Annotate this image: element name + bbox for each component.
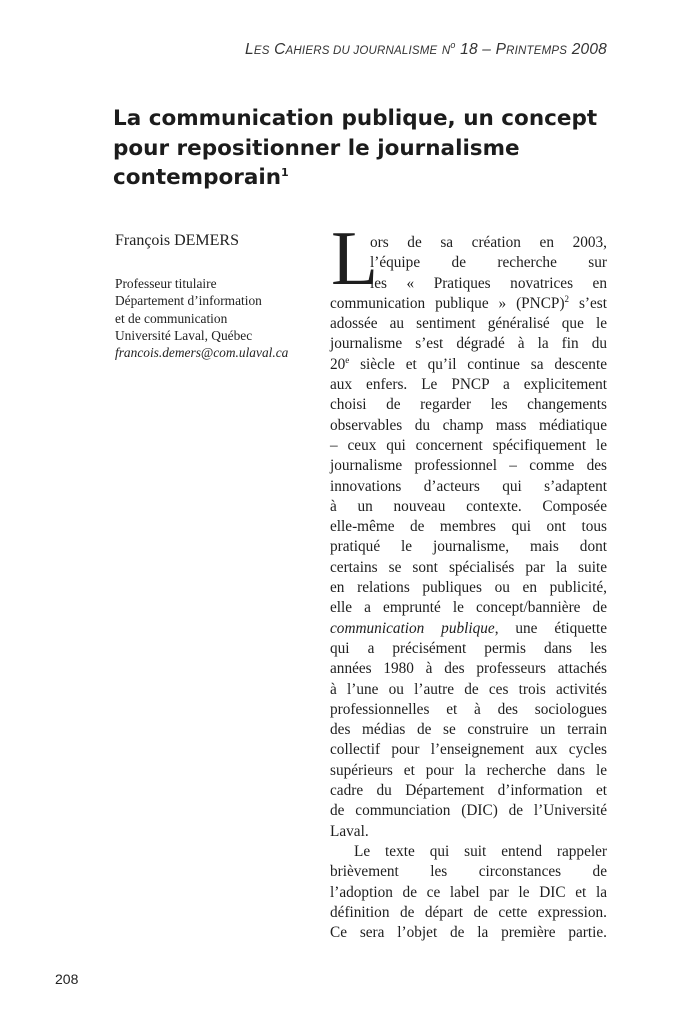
body-line: professionnelles et à des sociologues xyxy=(330,700,607,718)
article-title xyxy=(113,104,613,193)
body-line: communication publique » (PNCP)$^2$ s’est xyxy=(330,293,608,312)
body-line: à l’une ou l’autre de ces trois activités xyxy=(330,680,607,698)
journal-word-part: ES xyxy=(253,45,270,58)
body-line: pratiqué le journalisme, mais dont xyxy=(330,538,607,556)
body-line: adossée au sentiment généralisé que le xyxy=(330,315,607,333)
title-line: contemporain xyxy=(113,165,282,190)
running-head xyxy=(245,40,607,59)
body-line: à un nouveau contexte. Composée xyxy=(330,497,607,515)
body-line: 20e siècle et qu’il continue sa descente xyxy=(330,354,607,373)
body-line: choisi de regarder les changements xyxy=(330,396,607,414)
body-line: elle a emprunté le concept/bannière de xyxy=(330,599,607,617)
body-line: Laval. xyxy=(330,822,369,840)
body-line: supérieurs et pour la recherche dans le xyxy=(330,761,607,779)
body-line: journalisme professionnel – comme des xyxy=(330,457,607,475)
body-line: l’adoption de ce label par le DIC et la xyxy=(330,883,607,901)
season-initial: P xyxy=(495,41,507,59)
body-line: observables du champ mass médiatique xyxy=(330,416,607,434)
footnote-marker: 2 xyxy=(564,293,570,304)
body-line: ors de sa création en 2003, xyxy=(370,234,607,251)
title-line: pour repositionner le journalisme xyxy=(113,135,520,161)
body-line: journalisme s’est dégradé à la fin du xyxy=(330,335,607,353)
body-line: innovations d’acteurs qui s’adaptent xyxy=(330,477,607,495)
body-line: certains se sont spécialisés par la suite xyxy=(330,558,607,576)
author-name: François DEMERS xyxy=(115,232,239,249)
body-line: en relations publiques ou en publicité, xyxy=(330,579,607,597)
body-line: Ce sera l’objet de la première partie. xyxy=(330,924,607,942)
body-line: les « Pratiques novatrices en xyxy=(370,274,607,292)
body-line: l’équipe de recherche sur xyxy=(370,254,607,272)
body-line: années 1980 à des professeurs attachés xyxy=(330,660,607,678)
issue-number: 18 – xyxy=(460,41,492,59)
number-abbrev-sup: o xyxy=(450,40,456,50)
body-line: Le texte qui suit entend rappeler xyxy=(354,842,607,860)
season-word-part: RINTEMPS xyxy=(506,45,568,58)
author-email: francois.demers@com.ulaval.ca xyxy=(115,345,289,361)
body-line: – ceux qui concernent spécifiquement le xyxy=(330,436,607,454)
body-line: communication publique, une étiquette xyxy=(330,619,607,637)
affiliation-line: et de communication xyxy=(115,310,228,326)
issue-year: 2008 xyxy=(571,41,607,59)
body-text xyxy=(330,233,607,943)
body-line: collectif pour l’enseignement aux cycles xyxy=(330,741,607,759)
page-number: 208 xyxy=(55,971,79,987)
journal-initial: C xyxy=(274,41,286,59)
title-line: La communication publique, un concept xyxy=(113,106,598,131)
ordinal-sup: e xyxy=(345,354,350,365)
affiliation-line: Professeur titulaire xyxy=(115,276,217,291)
body-line: qui a précisément permis dans les xyxy=(330,639,607,657)
journal-initial: L xyxy=(245,41,254,59)
italic-term: communication publique xyxy=(330,619,495,637)
affiliation-line: Département d’information xyxy=(115,293,262,309)
body-line: de communciation (DIC) de l’Université xyxy=(330,802,607,820)
body-line: elle-même de membres qui ont tous xyxy=(330,518,607,536)
journal-word-part: AHIERS DU JOURNALISME xyxy=(285,45,438,58)
drop-cap: L xyxy=(331,215,379,301)
body-line: des médias de se construire un terrain xyxy=(330,721,607,739)
body-line: brièvement les circonstances de xyxy=(330,863,607,881)
number-abbrev: N xyxy=(441,45,451,58)
author-affiliation xyxy=(115,275,315,361)
affiliation-line: Université Laval, Québec xyxy=(115,327,253,343)
body-line: cadre du Département d’information et xyxy=(330,782,607,800)
title-footnote-marker: 1 xyxy=(281,165,289,179)
body-line: définition de départ de cette expression. xyxy=(330,903,607,921)
body-line: aux enfers. Le PNCP a explicitement xyxy=(330,376,607,394)
